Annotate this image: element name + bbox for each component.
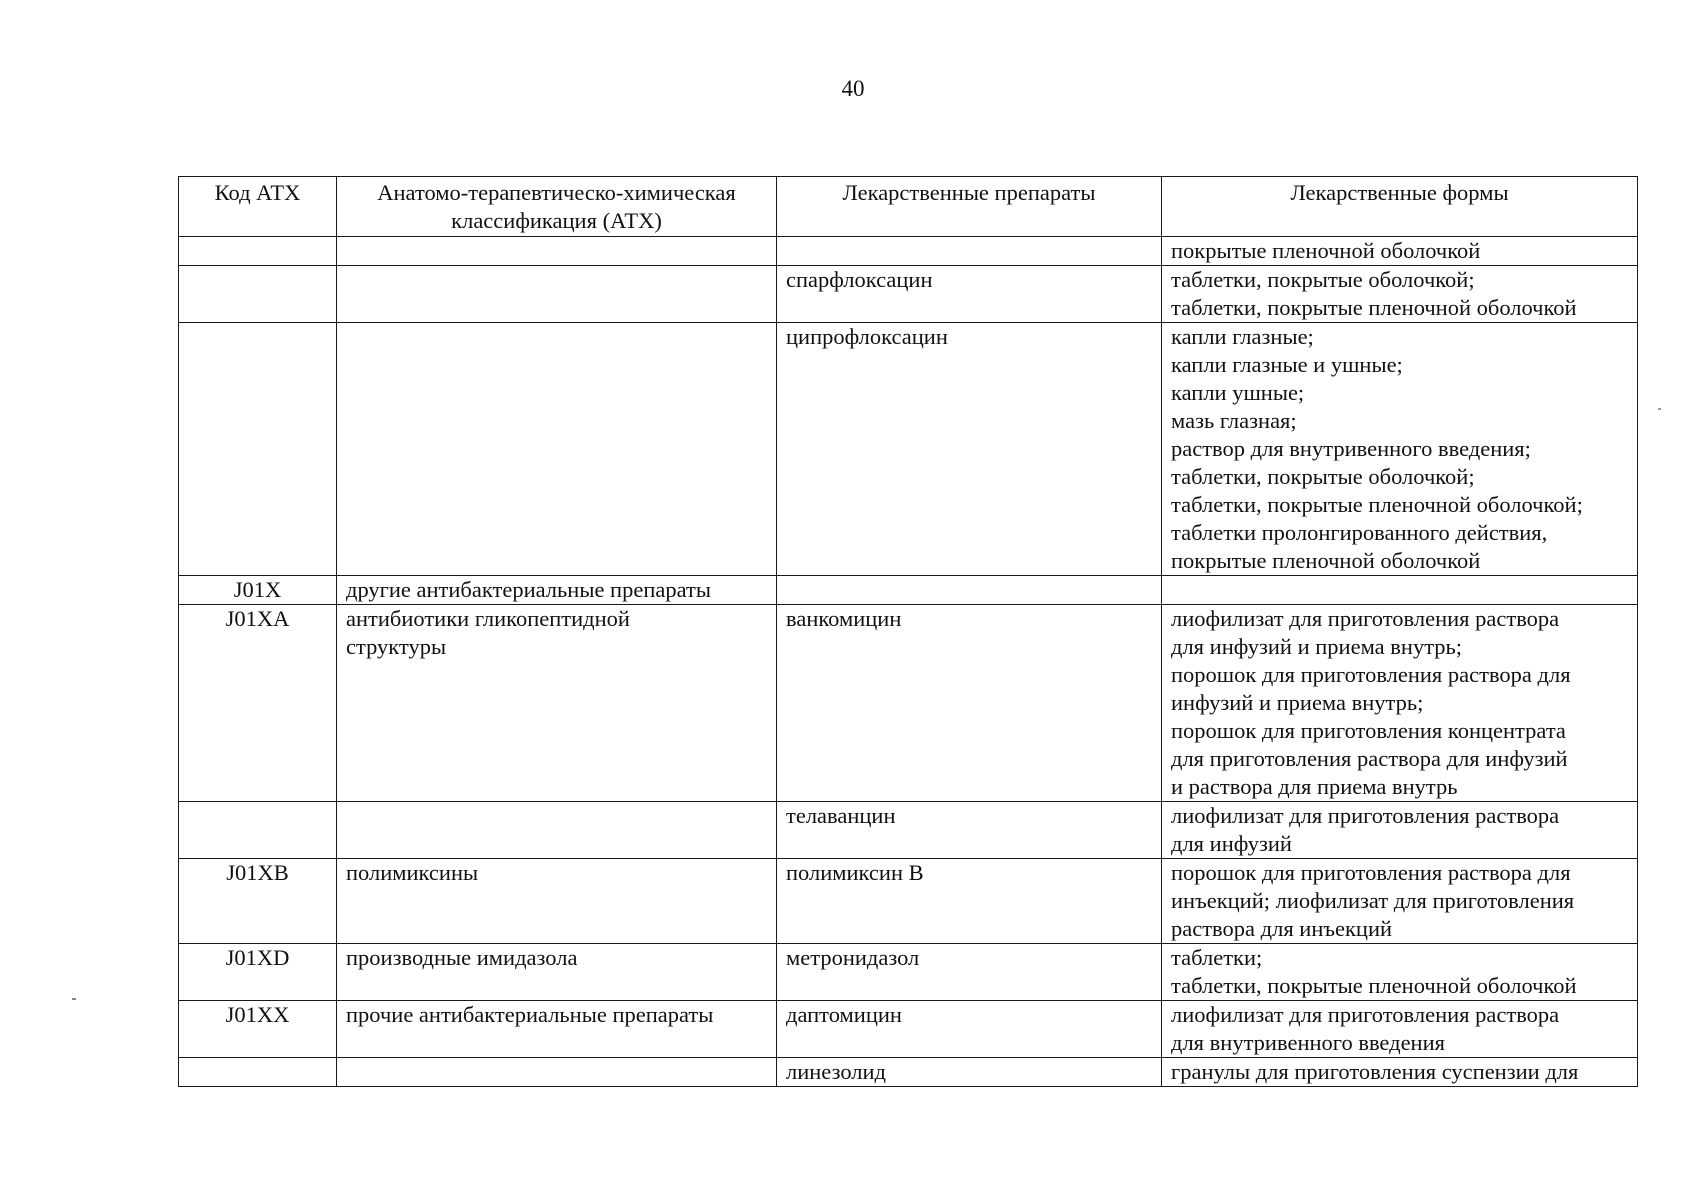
scan-speck xyxy=(72,998,76,1000)
dosage-forms-cell xyxy=(1162,266,1638,323)
dosage-form-line: таблетки, покрытые оболочкой; xyxy=(1171,267,1475,292)
dosage-form-line: капли глазные; xyxy=(1171,324,1314,349)
table-row xyxy=(179,605,1638,802)
drug-name-cell xyxy=(777,237,1162,266)
dosage-form-line: и раствора для приема внутрь xyxy=(1171,774,1458,799)
page-number: 40 xyxy=(841,76,865,101)
dosage-form-line: капли глазные и ушные; xyxy=(1171,352,1403,377)
dosage-forms-cell xyxy=(1162,859,1638,944)
atc-code-cell: J01XB xyxy=(179,859,337,944)
table-row xyxy=(179,859,1638,944)
table-row xyxy=(179,576,1638,605)
dosage-form-line: инъекций; лиофилизат для приготовления xyxy=(1171,888,1575,913)
drug-name-cell: спарфлоксацин xyxy=(777,266,1162,323)
atc-classification-cell xyxy=(337,859,777,944)
atc-code-cell: J01XD xyxy=(179,944,337,1001)
atc-code-cell xyxy=(179,1058,337,1087)
dosage-form-line: для приготовления раствора для инфузий xyxy=(1171,746,1568,771)
dosage-form-line: для внутривенного введения xyxy=(1171,1030,1445,1055)
table-header-row xyxy=(179,177,1638,237)
drug-name-cell xyxy=(777,576,1162,605)
drug-name-cell: ванкомицин xyxy=(777,605,1162,802)
atc-code-cell: J01XX xyxy=(179,1001,337,1058)
dosage-forms-cell xyxy=(1162,237,1638,266)
classification-line: прочие антибактериальные препараты xyxy=(346,1002,714,1027)
dosage-forms-cell xyxy=(1162,802,1638,859)
dosage-form-line: лиофилизат для приготовления раствора xyxy=(1171,1002,1560,1027)
atc-classification-cell xyxy=(337,237,777,266)
atc-classification-cell xyxy=(337,1001,777,1058)
classification-line: производные имидазола xyxy=(346,945,578,970)
table-row xyxy=(179,237,1638,266)
table-row xyxy=(179,802,1638,859)
dosage-form-line: лиофилизат для приготовления раствора xyxy=(1171,606,1560,631)
atc-code-cell xyxy=(179,266,337,323)
table-row xyxy=(179,266,1638,323)
dosage-form-line: порошок для приготовления раствора для xyxy=(1171,662,1571,687)
atc-classification-cell xyxy=(337,266,777,323)
dosage-form-line: раствор для внутривенного введения; xyxy=(1171,436,1531,461)
dosage-form-line: гранулы для приготовления суспензии для xyxy=(1171,1059,1579,1084)
atc-code-cell xyxy=(179,323,337,576)
dosage-form-line: покрытые пленочной оболочкой xyxy=(1171,548,1481,573)
dosage-form-line: раствора для инъекций xyxy=(1171,916,1393,941)
atc-drug-table xyxy=(178,176,1638,1087)
dosage-form-line: таблетки, покрытые оболочкой; xyxy=(1171,464,1475,489)
table-row xyxy=(179,944,1638,1001)
dosage-forms-cell xyxy=(1162,323,1638,576)
dosage-forms-cell xyxy=(1162,605,1638,802)
dosage-form-line: для инфузий и приема внутрь; xyxy=(1171,634,1463,659)
table-row xyxy=(179,1058,1638,1087)
classification-line: структуры xyxy=(346,634,447,659)
drug-name-cell: ципрофлоксацин xyxy=(777,323,1162,576)
dosage-forms-cell xyxy=(1162,944,1638,1001)
dosage-forms-cell xyxy=(1162,1001,1638,1058)
dosage-form-line: таблетки, покрытые пленочной оболочкой xyxy=(1171,973,1577,998)
drug-name-cell: телаванцин xyxy=(777,802,1162,859)
dosage-forms-cell xyxy=(1162,576,1638,605)
atc-classification-cell xyxy=(337,605,777,802)
header-atc-classification: Анатомо-терапевтическо-химическая классификация (АТХ) xyxy=(337,177,777,237)
atc-code-cell: J01XA xyxy=(179,605,337,802)
drug-name-cell: полимиксин В xyxy=(777,859,1162,944)
atc-classification-cell xyxy=(337,576,777,605)
classification-line: другие антибактериальные препараты xyxy=(346,577,711,602)
dosage-form-line: покрытые пленочной оболочкой xyxy=(1171,238,1481,263)
atc-classification-cell xyxy=(337,323,777,576)
atc-classification-cell xyxy=(337,944,777,1001)
atc-code-cell: J01X xyxy=(179,576,337,605)
atc-classification-cell xyxy=(337,1058,777,1087)
dosage-form-line: таблетки, покрытые пленочной оболочкой; xyxy=(1171,492,1583,517)
dosage-form-line: таблетки, покрытые пленочной оболочкой xyxy=(1171,295,1577,320)
dosage-form-line: порошок для приготовления раствора для xyxy=(1171,860,1571,885)
classification-line: антибиотики гликопептидной xyxy=(346,606,630,631)
atc-code-cell xyxy=(179,802,337,859)
drug-name-cell: линезолид xyxy=(777,1058,1162,1087)
dosage-forms-cell xyxy=(1162,1058,1638,1087)
table-body xyxy=(179,237,1638,1087)
header-dosage-forms: Лекарственные формы xyxy=(1162,177,1638,237)
dosage-form-line: мазь глазная; xyxy=(1171,408,1297,433)
dosage-form-line: таблетки пролонгированного действия, xyxy=(1171,520,1548,545)
atc-code-cell xyxy=(179,237,337,266)
dosage-form-line: таблетки; xyxy=(1171,945,1263,970)
dosage-form-line: инфузий и приема внутрь; xyxy=(1171,690,1424,715)
drug-name-cell: даптомицин xyxy=(777,1001,1162,1058)
header-atc-code: Код АТХ xyxy=(179,177,337,237)
atc-classification-cell xyxy=(337,802,777,859)
dosage-form-line: порошок для приготовления концентрата xyxy=(1171,718,1566,743)
scan-speck xyxy=(1658,408,1661,410)
classification-line: полимиксины xyxy=(346,860,479,885)
dosage-form-line: лиофилизат для приготовления раствора xyxy=(1171,803,1560,828)
table-row xyxy=(179,1001,1638,1058)
header-drugs: Лекарственные препараты xyxy=(777,177,1162,237)
drug-name-cell: метронидазол xyxy=(777,944,1162,1001)
table-row xyxy=(179,323,1638,576)
dosage-form-line: капли ушные; xyxy=(1171,380,1305,405)
dosage-form-line: для инфузий xyxy=(1171,831,1292,856)
